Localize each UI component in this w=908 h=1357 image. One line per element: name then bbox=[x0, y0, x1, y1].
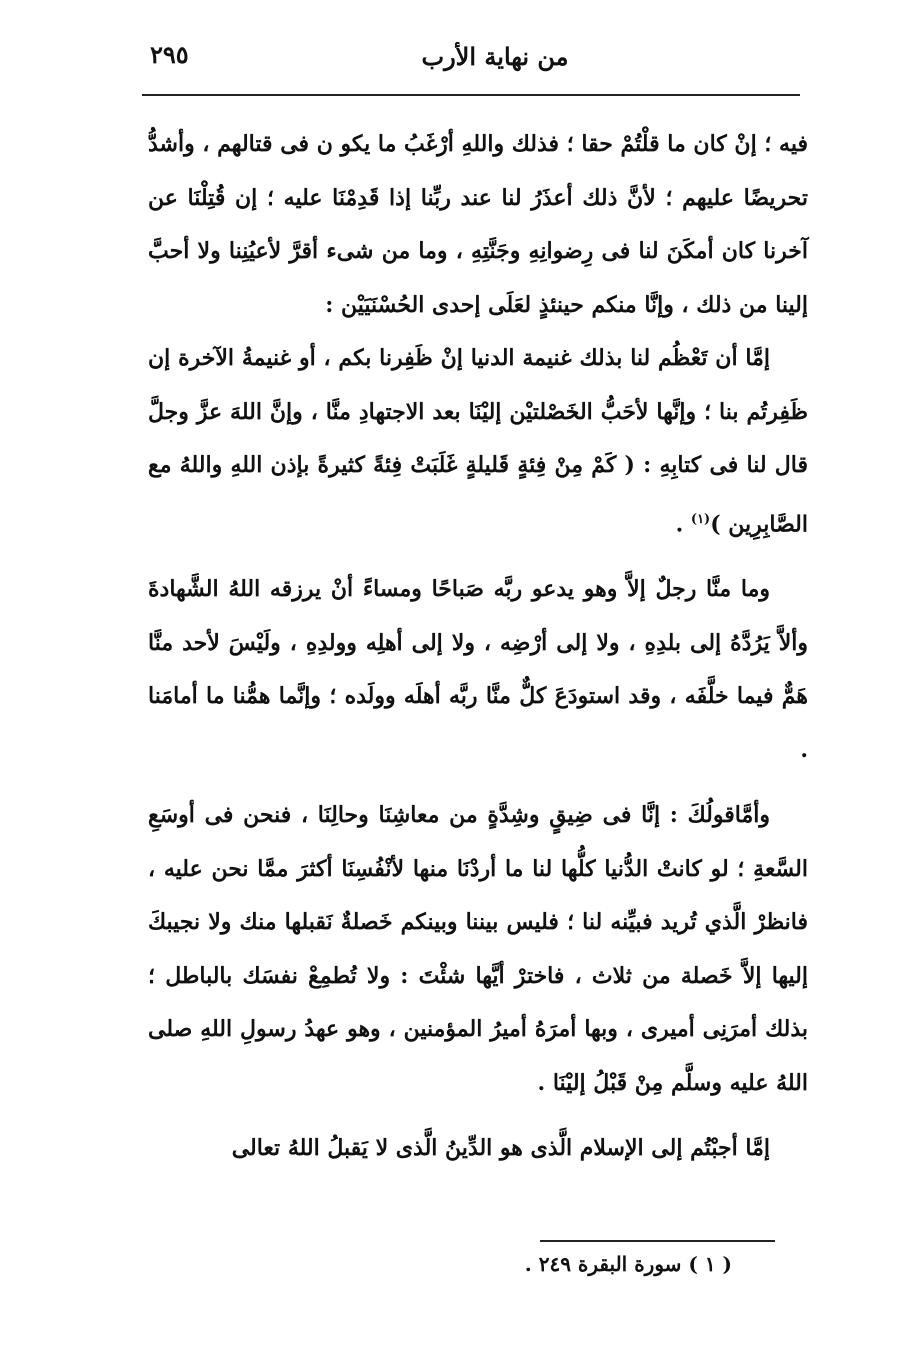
running-title: من نهاية الأرب bbox=[421, 42, 569, 71]
paragraph-3: وما منَّا رجلٌ إلاَّ وهو يدعو ربَّه صَباحًا ومساءً أنْ يرزقه اللهُ الشَّهادةَ وألاَّ يَرُدَّهُ إلى بلدِهِ ، ولا إلى أرْضِه ، ولا إلى أهلِه وولدِهِ ، ولَيْسَ لأحد منَّا هَمٌّ فيما خلَّفَه ، وقد استودَعَ كلٌّ منَّا ربَّه أهلَه وولَده ؛ وإنَّما همُّنا ما أمامَنا . bbox=[148, 576, 808, 763]
footnote: ( ١ ) سورة البقرة ٢٤٩ . bbox=[524, 1252, 732, 1276]
paragraph-5: إمَّا أجبْتُم إلى الإسلام الَّذى هو الدِّينُ الَّذى لا يَقبلُ اللهُ تعالى bbox=[231, 1135, 770, 1162]
page-number: ٢٩٥ bbox=[150, 40, 189, 69]
header-rule bbox=[142, 94, 800, 96]
paragraph-2-end: . bbox=[675, 510, 691, 537]
body-text bbox=[148, 118, 808, 1176]
paragraph-4: وأمَّاقولُكَ : إنَّا فى ضِيقٍ وشِدَّةٍ من معاشِنَا وحالِنَا ، فنحن فى أوسَعِ السَّعةِ ؛ لو كانتْ الدُّنيا كلُّها لنا ما أردْنَا منها لأنْفُسِنَا أكثرَ ممَّا نحن عليه ، فانظرْ الَّذي تُريد فبيِّنه لنا ؛ فليس بيننا وبينكم خَصلةٌ نَقبلها منك ولا نجيبكَ إليها إلاَّ خَصلة من ثلاث ، فاخترْ أيَّها شئْتَ : ولا تُطمِعْ نفسَك بالباطل ؛ بذلك أمرَنِى أميرى ، وبها أمرَهُ أميرُ المؤمنين ، وهو عهدُ رسولِ اللهِ صلى اللهُ عليه وسلَّم مِنْ قَبْلُ إليْنَا . bbox=[148, 802, 808, 1096]
paragraph-2-text: إمَّا أن تَعْظُم لنا بذلك غنيمة الدنيا إنْ ظَفِرنا بكم ، أو غنيمةُ الآخرة إن ظَفِرتُم بنا ؛ وإنَّها لأحَبُّ الخَصْلتيْن إليْنَا بعد الاجتهادِ منَّا ، وإنَّ اللهَ عزَّ وجلَّ قال لنا فى كتابِهِ : ( كَمْ مِنْ فِئةٍ قَليلةٍ غَلَبَتْ فِئةً كثيرةً بإذن اللهِ واللهُ مع الصَّابِرِين ) bbox=[148, 345, 808, 537]
paragraph-1: فيه ؛ إنْ كان ما قلْتُمْ حقا ؛ فذلك واللهِ أرْغَبُ ما يكو ن فى قتالهم ، وأشدُّ تحريضًا عليهم ؛ لأنَّ ذلك أعذَرُ لنا عند ربِّنا إذا قَدِمْنَا عليه ؛ إن قُتِلْنَا عن آخرنا كان أمكَنَ لنا فى رِضوانِهِ وجَنَّتِهِ ، وما من شىء أقرَّ لأعيُنِنا ولا أحبَّ إلينا من ذلك ، وإنَّا منكم حينئذٍ لعَلَى إحدى الحُسْنَيَيْن : bbox=[148, 131, 808, 318]
footnote-rule bbox=[540, 1240, 775, 1242]
footnote-marker: (١) bbox=[690, 511, 711, 527]
paragraph-2 bbox=[148, 332, 808, 551]
